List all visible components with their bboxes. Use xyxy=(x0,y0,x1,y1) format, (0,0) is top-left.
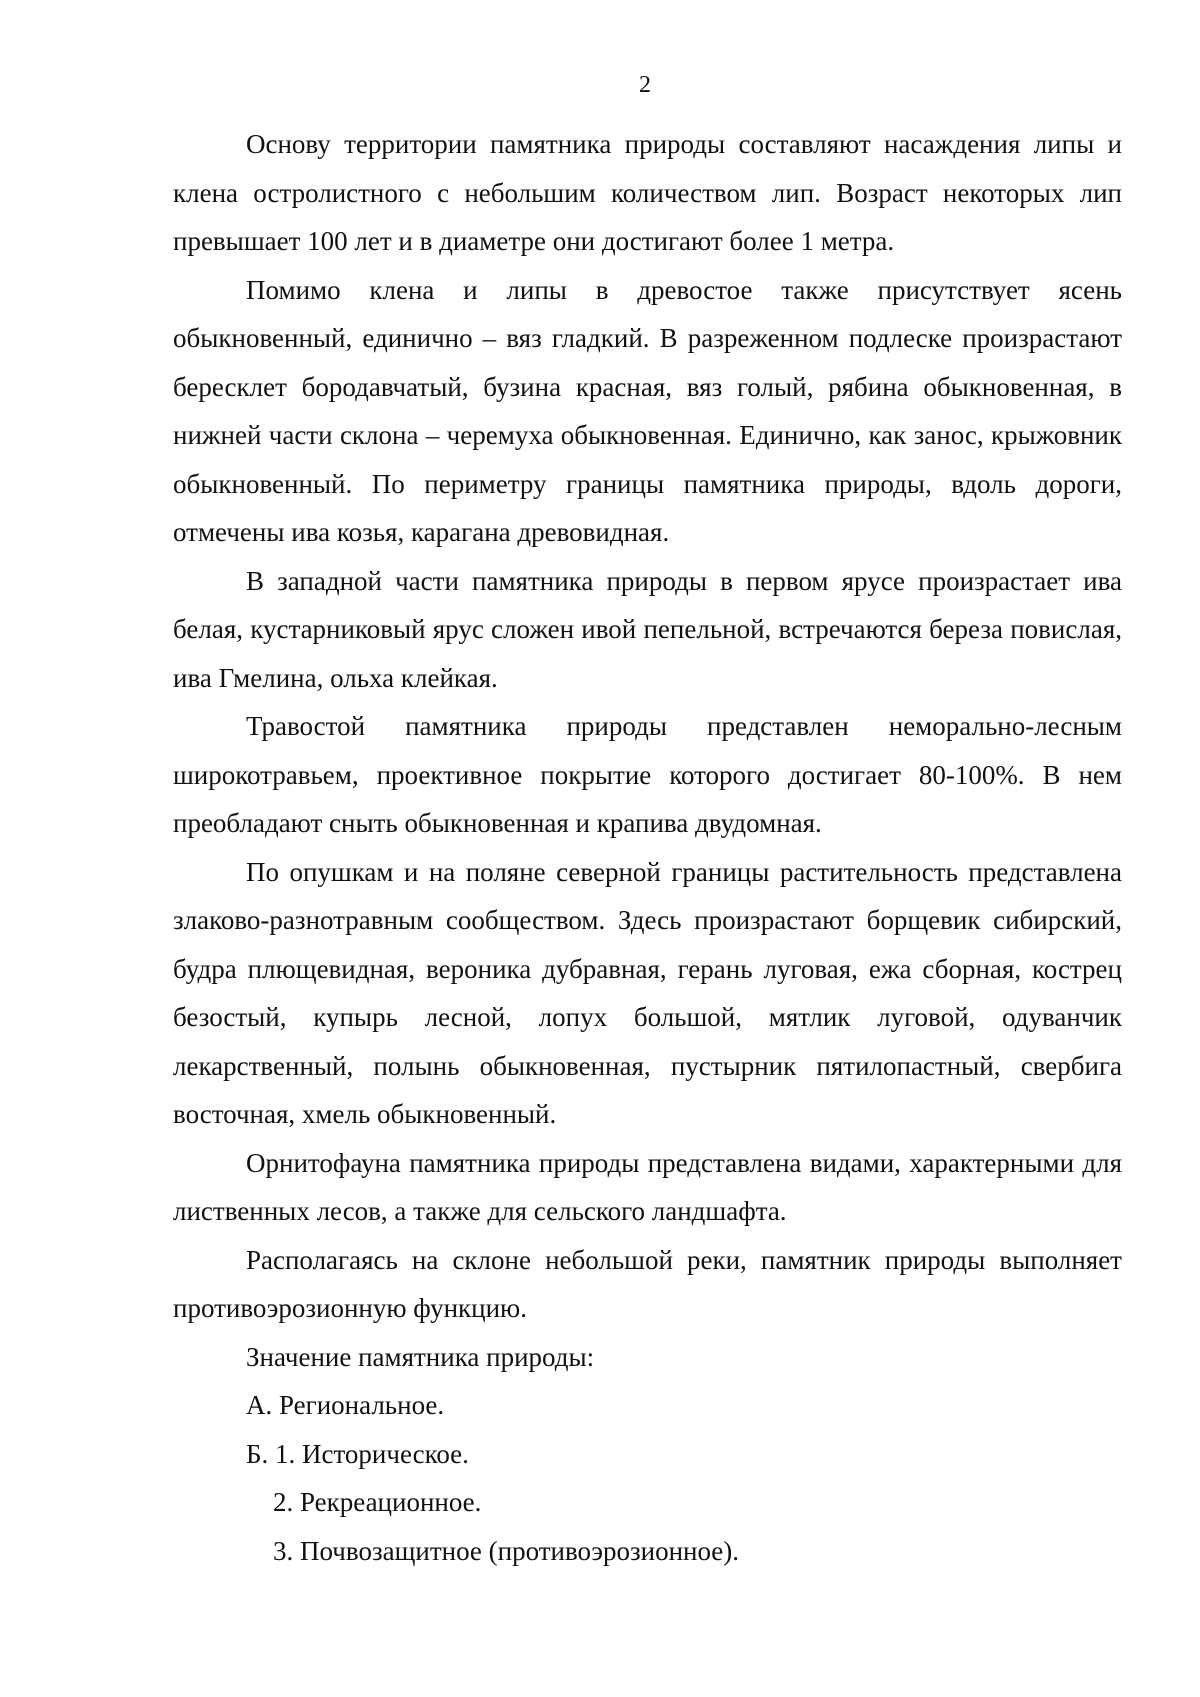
significance-heading: Значение памятника природы: xyxy=(246,1341,595,1372)
significance-item-a: А. Региональное. xyxy=(246,1390,445,1420)
paragraph-avifauna: Орнитофауна памятника природы представлена видами, характерными для лиственных лесов, а также для сельского ландшафта. xyxy=(173,1147,1122,1226)
paragraph-herb-layer: Травостой памятника природы представлен неморально-лесным широкотравьем, проективное покрытие которого достигает 80-100%. В нем преобладают сныть обыкновенная и крапива двудомная. xyxy=(173,711,1122,838)
page-number: 2 xyxy=(639,72,651,98)
paragraph-vegetation-base: Основу территории памятника природы составляют насаждения липы и клена остролистного с небольшим количеством лип. Возраст некоторых лип превышает 100 лет и в диаметре они достигают более 1 метра. xyxy=(173,129,1122,256)
significance-item-b3: 3. Почвозащитное (противоэрозионное). xyxy=(273,1535,740,1566)
paragraph-meadow-community: По опушкам и на поляне северной границы растительность представлена злаково-разнотравным сообществом. Здесь произрастают борщевик сибирский, будра плющевидная, вероника дубравная, герань луговая, ежа сборная, кострец безостый, купырь лесной, лопух большой, мятлик луговой, одуванчик лекарственный, полынь обыкновенная, пустырник пятилопастный, свербига восточная, хмель обыкновенный. xyxy=(173,856,1122,1129)
significance-item-b1: Б. 1. Историческое. xyxy=(246,1438,469,1469)
paragraph-western-part: В западной части памятника природы в первом ярусе произрастает ива белая, кустарниковый ярус сложен ивой пепельной, встречаются береза повислая, ива Гмелина, ольха клейкая. xyxy=(173,565,1122,693)
paragraph-erosion-function: Располагаясь на склоне небольшой реки, памятник природы выполняет противоэрозионную функцию. xyxy=(173,1244,1122,1323)
paragraph-tree-stand: Помимо клена и липы в древостое также присутствует ясень обыкновенный, единично – вяз гладкий. В разреженном подлеске произрастают бересклет бородавчатый, бузина красная, вяз голый, рябина обыкновенная, в нижней части склона – черемуха обыкновенная. Единично, как занос, крыжовник обыкновенный. По периметру границы памятника природы, вдоль дороги, отмечены ива козья, карагана древовидная. xyxy=(173,274,1122,547)
significance-item-b2: 2. Рекреационное. xyxy=(273,1487,482,1517)
document-body xyxy=(173,120,1122,1575)
